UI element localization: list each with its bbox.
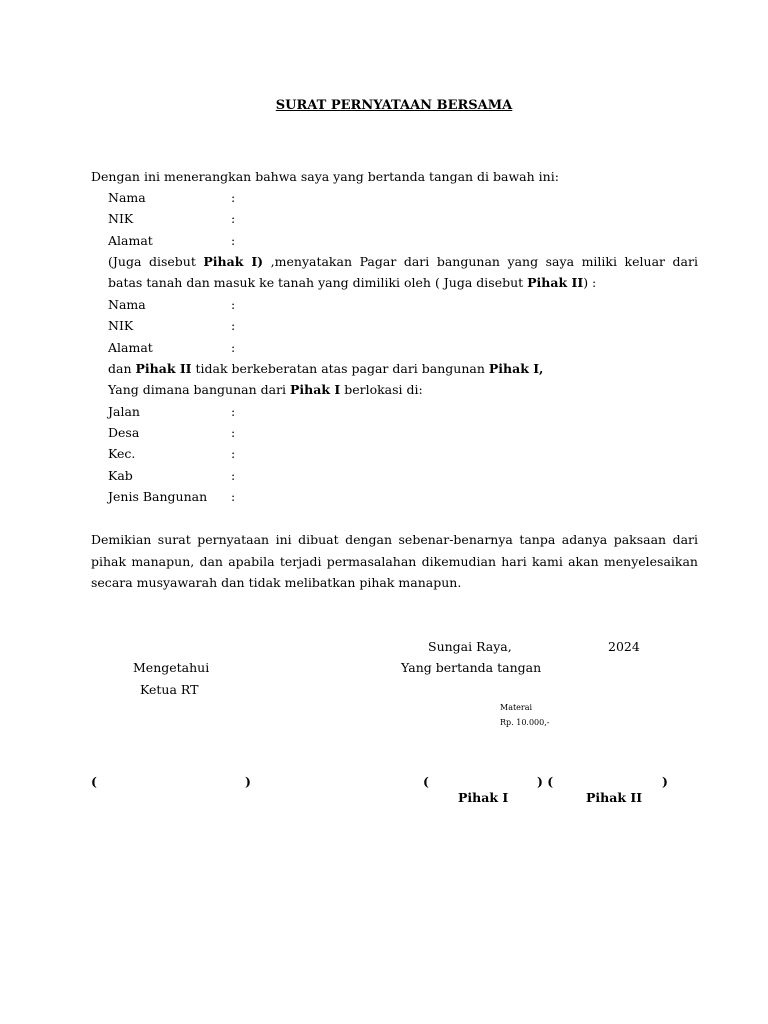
ketua-rt-label: Ketua RT: [140, 682, 199, 697]
closing-line3: secara musyawarah dan tidak melibatkan pihak manapun.: [91, 575, 462, 590]
field-colon: :: [231, 297, 236, 312]
field-label-nama-1: Nama: [108, 190, 146, 205]
paren-mid: ) (: [537, 774, 554, 789]
intro-text: Dengan ini menerangkan bahwa saya yang bertanda tangan di bawah ini:: [91, 169, 559, 184]
field-colon: :: [231, 468, 236, 483]
field-colon: :: [231, 211, 236, 226]
field-label-kab: Kab: [108, 468, 133, 483]
field-label-nama-2: Nama: [108, 297, 146, 312]
materai-label: Materai: [500, 703, 533, 712]
signature-year: 2024: [608, 639, 640, 654]
field-label-nik-2: NIK: [108, 318, 134, 333]
field-label-alamat-1: Alamat: [108, 233, 153, 248]
materai-value: Rp. 10.000,-: [500, 718, 550, 727]
statement2-line2: Yang dimana bangunan dari Pihak I berlokasi di:: [108, 382, 423, 397]
paren-close-rt: ): [245, 774, 251, 789]
paren-close-pihak2: ): [662, 774, 668, 789]
paren-open-pihak1: (: [423, 774, 429, 789]
field-colon: :: [231, 446, 236, 461]
field-label-alamat-2: Alamat: [108, 340, 153, 355]
field-label-desa: Desa: [108, 425, 140, 440]
statement1-line1: (Juga disebut Pihak I) ,menyatakan Pagar dari bangunan yang saya miliki keluar dari: [108, 254, 698, 269]
closing-line2: pihak manapun, dan apabila terjadi permasalahan dikemudian hari kami akan menyelesaikan: [91, 554, 698, 569]
field-colon: :: [231, 404, 236, 419]
document-title: SURAT PERNYATAAN BERSAMA: [275, 98, 513, 113]
paren-open-rt: (: [91, 774, 97, 789]
field-label-jenis-bangunan: Jenis Bangunan: [108, 489, 208, 504]
field-colon: :: [231, 340, 236, 355]
field-label-nik-1: NIK: [108, 211, 134, 226]
signature-place: Sungai Raya,: [428, 639, 512, 654]
field-label-jalan: Jalan: [108, 404, 140, 419]
field-colon: :: [231, 318, 236, 333]
pihak2-sign-label: Pihak II: [586, 790, 643, 805]
statement1-line2: batas tanah dan masuk ke tanah yang dimiliki oleh ( Juga disebut Pihak II) :: [108, 275, 597, 290]
pihak1-sign-label: Pihak I: [458, 790, 509, 805]
field-colon: :: [231, 425, 236, 440]
yang-bertanda-label: Yang bertanda tangan: [401, 660, 542, 675]
closing-line1: Demikian surat pernyataan ini dibuat dengan sebenar-benarnya tanpa adanya paksaan dari: [91, 532, 698, 547]
field-colon: :: [231, 233, 236, 248]
field-label-kec: Kec.: [108, 446, 136, 461]
mengetahui-label: Mengetahui: [133, 660, 210, 675]
statement2-line1: dan Pihak II tidak berkeberatan atas pagar dari bangunan Pihak I,: [108, 361, 544, 376]
field-colon: :: [231, 190, 236, 205]
field-colon: :: [231, 489, 236, 504]
